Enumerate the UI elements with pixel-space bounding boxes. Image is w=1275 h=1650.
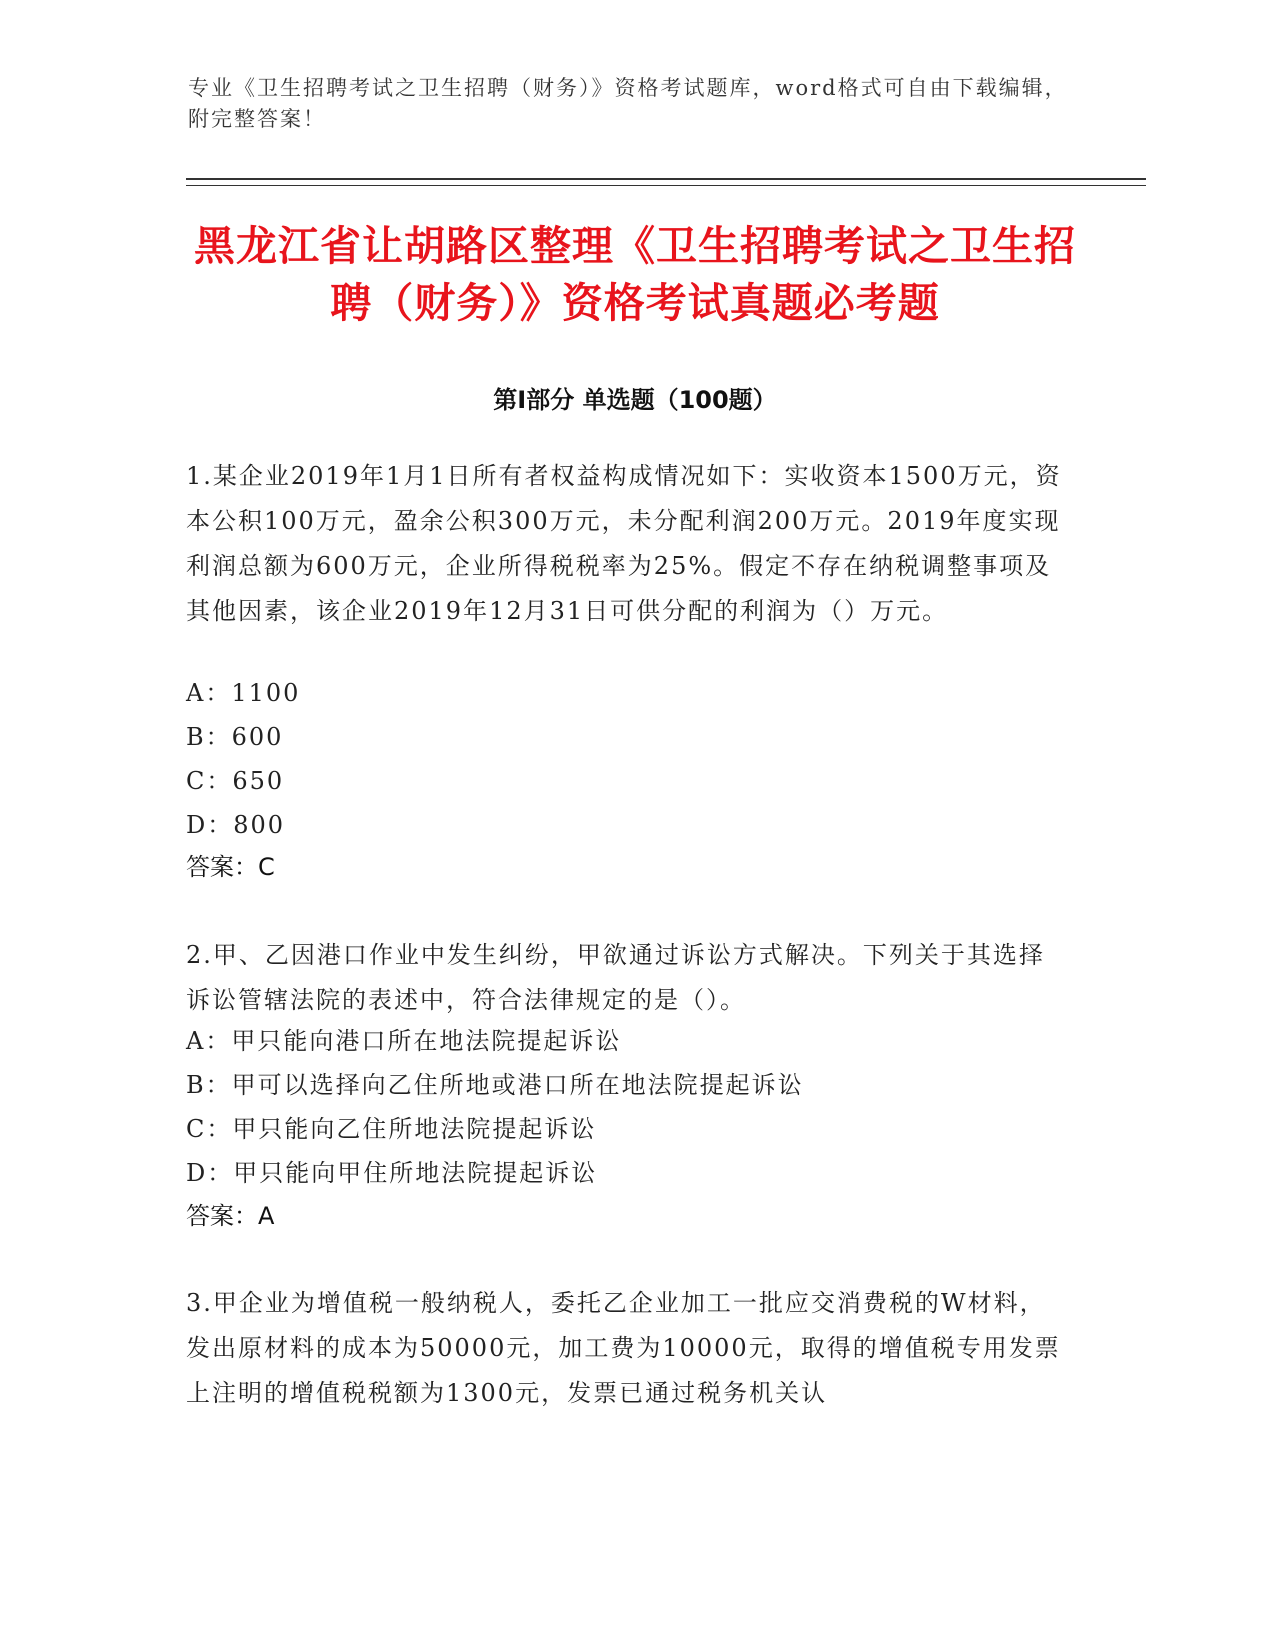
question-1-option-c: C：650: [186, 767, 285, 795]
header-divider-thin: [186, 185, 1146, 186]
question-1-option-d: D：800: [186, 811, 286, 839]
question-1-answer: 答案：C: [186, 853, 275, 881]
question-2-stem: 2.甲、乙因港口作业中发生纠纷，甲欲通过诉讼方式解决。下列关于其选择诉讼管辖法院的表述中，符合法律规定的是（）。: [186, 941, 1045, 1014]
question-2-option-b: B：甲可以选择向乙住所地或港口所在地法院提起诉讼: [186, 1071, 804, 1099]
question-2-option-a: A：甲只能向港口所在地法院提起诉讼: [186, 1027, 622, 1055]
question-1-option-b: B：600: [186, 723, 284, 751]
header-note: 专业《卫生招聘考试之卫生招聘（财务）》资格考试题库，word格式可自由下载编辑，附完整答案！: [188, 76, 1068, 131]
header-divider-thick: [186, 178, 1146, 180]
question-1-stem: 1.某企业2019年1月1日所有者权益构成情况如下：实收资本1500万元，资本公积100万元，盈余公积300万元，未分配利润200万元。2019年度实现利润总额为600万元，企业所得税税率为25%。假定不存在纳税调整事项及其他因素，该企业2019年12月31日可供分配的利润为（）万元。: [186, 462, 1062, 625]
question-2-answer: 答案：A: [186, 1202, 275, 1230]
question-2-option-c: C：甲只能向乙住所地法院提起诉讼: [186, 1115, 597, 1143]
question-1-option-a: A：1100: [186, 679, 301, 707]
section-title: 第Ⅰ部分 单选题（100题）: [493, 386, 777, 414]
document-title: 黑龙江省让胡路区整理《卫生招聘考试之卫生招聘（财务）》资格考试真题必考题: [194, 222, 1076, 327]
question-3-stem: 3.甲企业为增值税一般纳税人，委托乙企业加工一批应交消费税的W材料，发出原材料的成本为50000元，加工费为10000元，取得的增值税专用发票上注明的增值税税额为1300元，发票已通过税务机关认: [186, 1289, 1061, 1407]
question-2-option-d: D：甲只能向甲住所地法院提起诉讼: [186, 1159, 598, 1187]
